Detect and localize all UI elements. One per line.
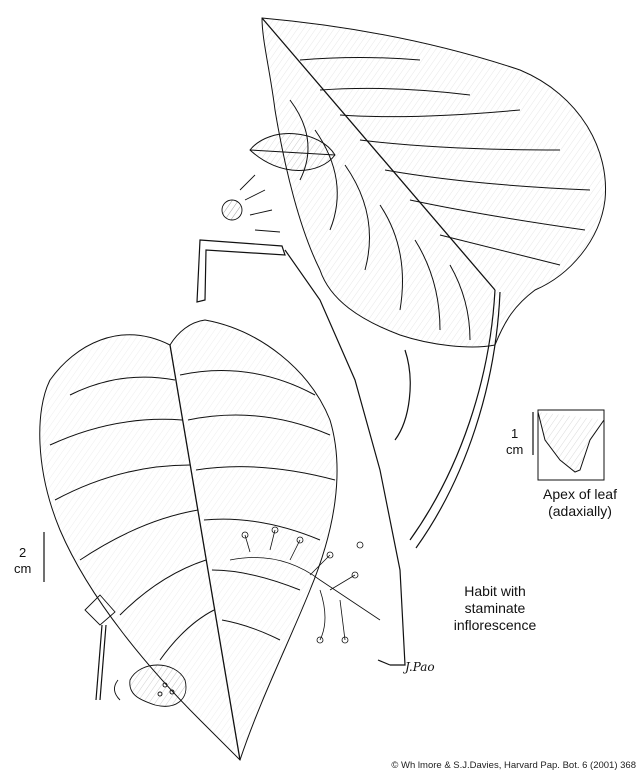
artist-signature: J.Pao (405, 660, 435, 674)
apex-caption-line1: Apex of leaf (543, 486, 617, 502)
scale-unit: cm (506, 441, 524, 457)
scale-value: 1 (511, 426, 519, 441)
apex-inset (538, 410, 604, 480)
scale-value: 2 (19, 545, 27, 560)
apex-caption-line2: (adaxially) (548, 502, 612, 519)
habit-caption-line1: Habit with (464, 583, 526, 599)
upper-leaf (262, 18, 606, 347)
habit-caption-line2: staminate (464, 599, 526, 616)
scale-label-1cm (506, 426, 523, 457)
apex-caption (520, 486, 639, 520)
lower-leaf (40, 320, 337, 760)
credit-line: © Wh lmore & S.J.Davies, Harvard Pap. Bot. 6 (2001) 368 (391, 760, 636, 771)
habit-caption-line3: inflorescence (453, 616, 537, 633)
flower-cluster-top (222, 175, 280, 232)
scale-unit: cm (14, 560, 32, 576)
scale-label-2cm (14, 545, 31, 576)
habit-caption (420, 583, 570, 633)
